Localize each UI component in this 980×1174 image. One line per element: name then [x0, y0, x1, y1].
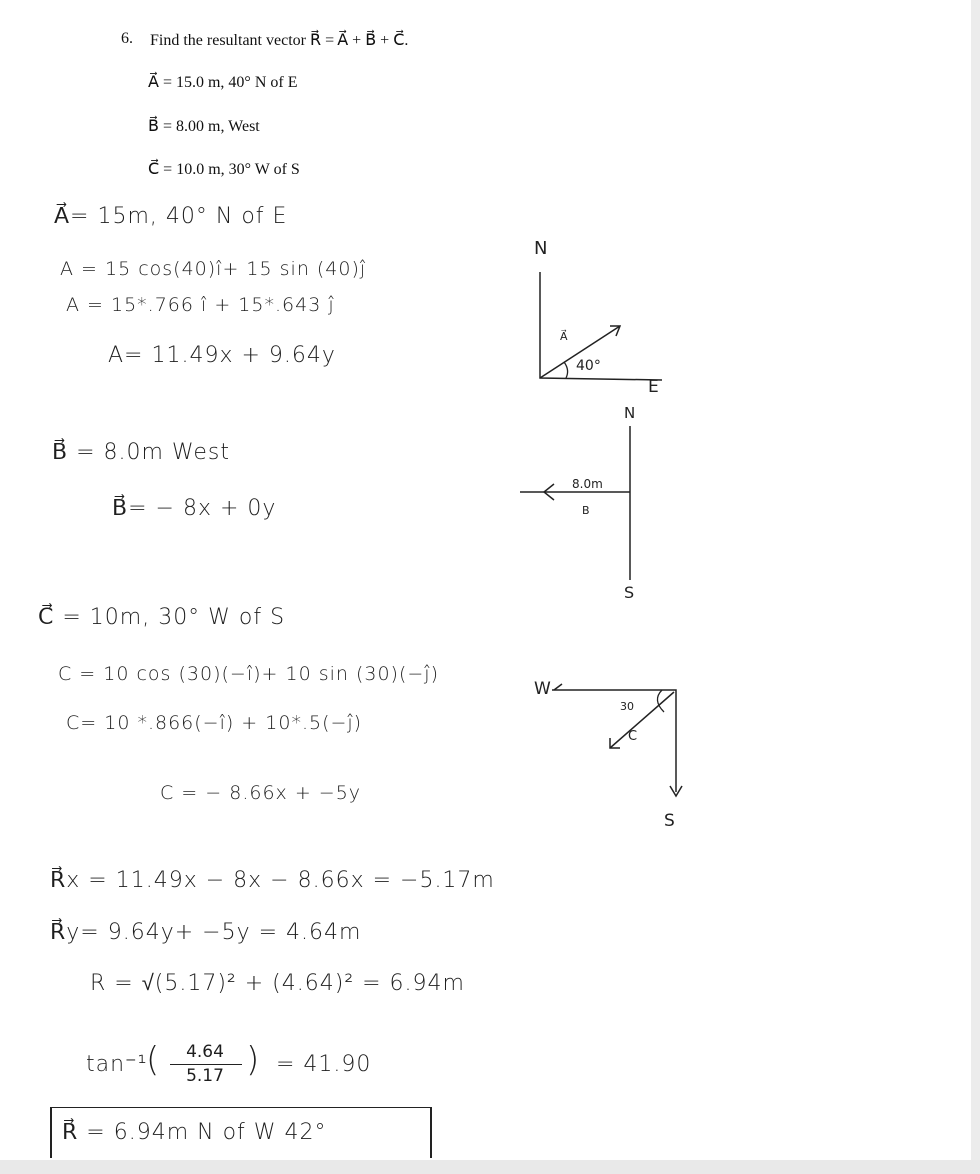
work-b-line1: B⃗ = 8.0m West	[52, 440, 231, 465]
problem-number: 6.	[121, 30, 133, 47]
axis-c	[552, 690, 676, 792]
given-vector-b: B⃗ = 8.00 m, West	[148, 118, 260, 135]
close-paren: )	[246, 1040, 261, 1080]
given-vector-a: A⃗ = 15.0 m, 40° N of E	[148, 74, 298, 91]
east-label-a: E	[648, 377, 659, 397]
angle-label-a: 40°	[576, 358, 601, 374]
page-edge-right	[971, 0, 980, 1174]
page-edge-bottom	[0, 1160, 980, 1174]
angle-arc-a	[564, 362, 568, 378]
result-ry: R⃗y= 9.64y+ −5y = 4.64m	[50, 920, 362, 945]
vector-a-diagram	[520, 230, 680, 400]
vector-c-diagram	[534, 664, 694, 834]
open-paren: (	[146, 1040, 161, 1080]
given-vector-c: C⃗ = 10.0 m, 30° W of S	[148, 161, 300, 178]
angle-label-c: 30	[620, 700, 634, 713]
problem-statement: Find the resultant vector R⃗ = A⃗ + B⃗ + C⃗.	[150, 32, 409, 49]
north-label-a: N	[534, 238, 548, 259]
magnitude-label-b: 8.0m	[572, 477, 603, 491]
west-label-c: W	[534, 679, 551, 699]
work-a-line3: A = 15*.766 î + 15*.643 ĵ	[66, 294, 335, 316]
vector-label-c: C	[628, 729, 638, 744]
final-answer: R⃗ = 6.94m N of W 42°	[62, 1120, 327, 1145]
work-c-line3: C= 10 *.866(−î) + 10*.5(−ĵ)	[66, 712, 363, 734]
work-b-line2: B⃗= − 8x + 0y	[112, 496, 277, 521]
tan-prefix: tan⁻¹	[86, 1052, 148, 1077]
work-c-line4: C = − 8.66x + −5y	[160, 782, 362, 804]
work-a-line2: A = 15 cos(40)î+ 15 sin (40)ĵ	[60, 258, 367, 280]
fraction-bar	[170, 1064, 242, 1065]
vector-label-b: B	[582, 504, 590, 517]
south-label-b: S	[624, 583, 635, 602]
result-rx: R⃗x = 11.49x − 8x − 8.66x = −5.17m	[50, 868, 495, 893]
axis-a	[540, 272, 662, 380]
north-label-b: N	[624, 404, 636, 422]
south-label-c: S	[664, 811, 675, 831]
arrowhead-west-c	[554, 684, 562, 690]
work-c-line1: C⃗ = 10m, 30° W of S	[38, 605, 286, 630]
tan-denominator: 5.17	[186, 1066, 224, 1086]
result-magnitude: R = √(5.17)² + (4.64)² = 6.94m	[90, 971, 465, 996]
vector-b-diagram	[514, 400, 654, 605]
work-a-line1: A⃗= 15m, 40° N of E	[54, 204, 288, 229]
tan-numerator: 4.64	[186, 1042, 224, 1062]
work-a-line4: A= 11.49x + 9.64y	[108, 343, 336, 368]
work-c-line2: C = 10 cos (30)(−î)+ 10 sin (30)(−ĵ)	[58, 663, 439, 685]
vector-label-a: A⃗	[560, 330, 568, 343]
tan-result: = 41.90	[276, 1052, 372, 1077]
